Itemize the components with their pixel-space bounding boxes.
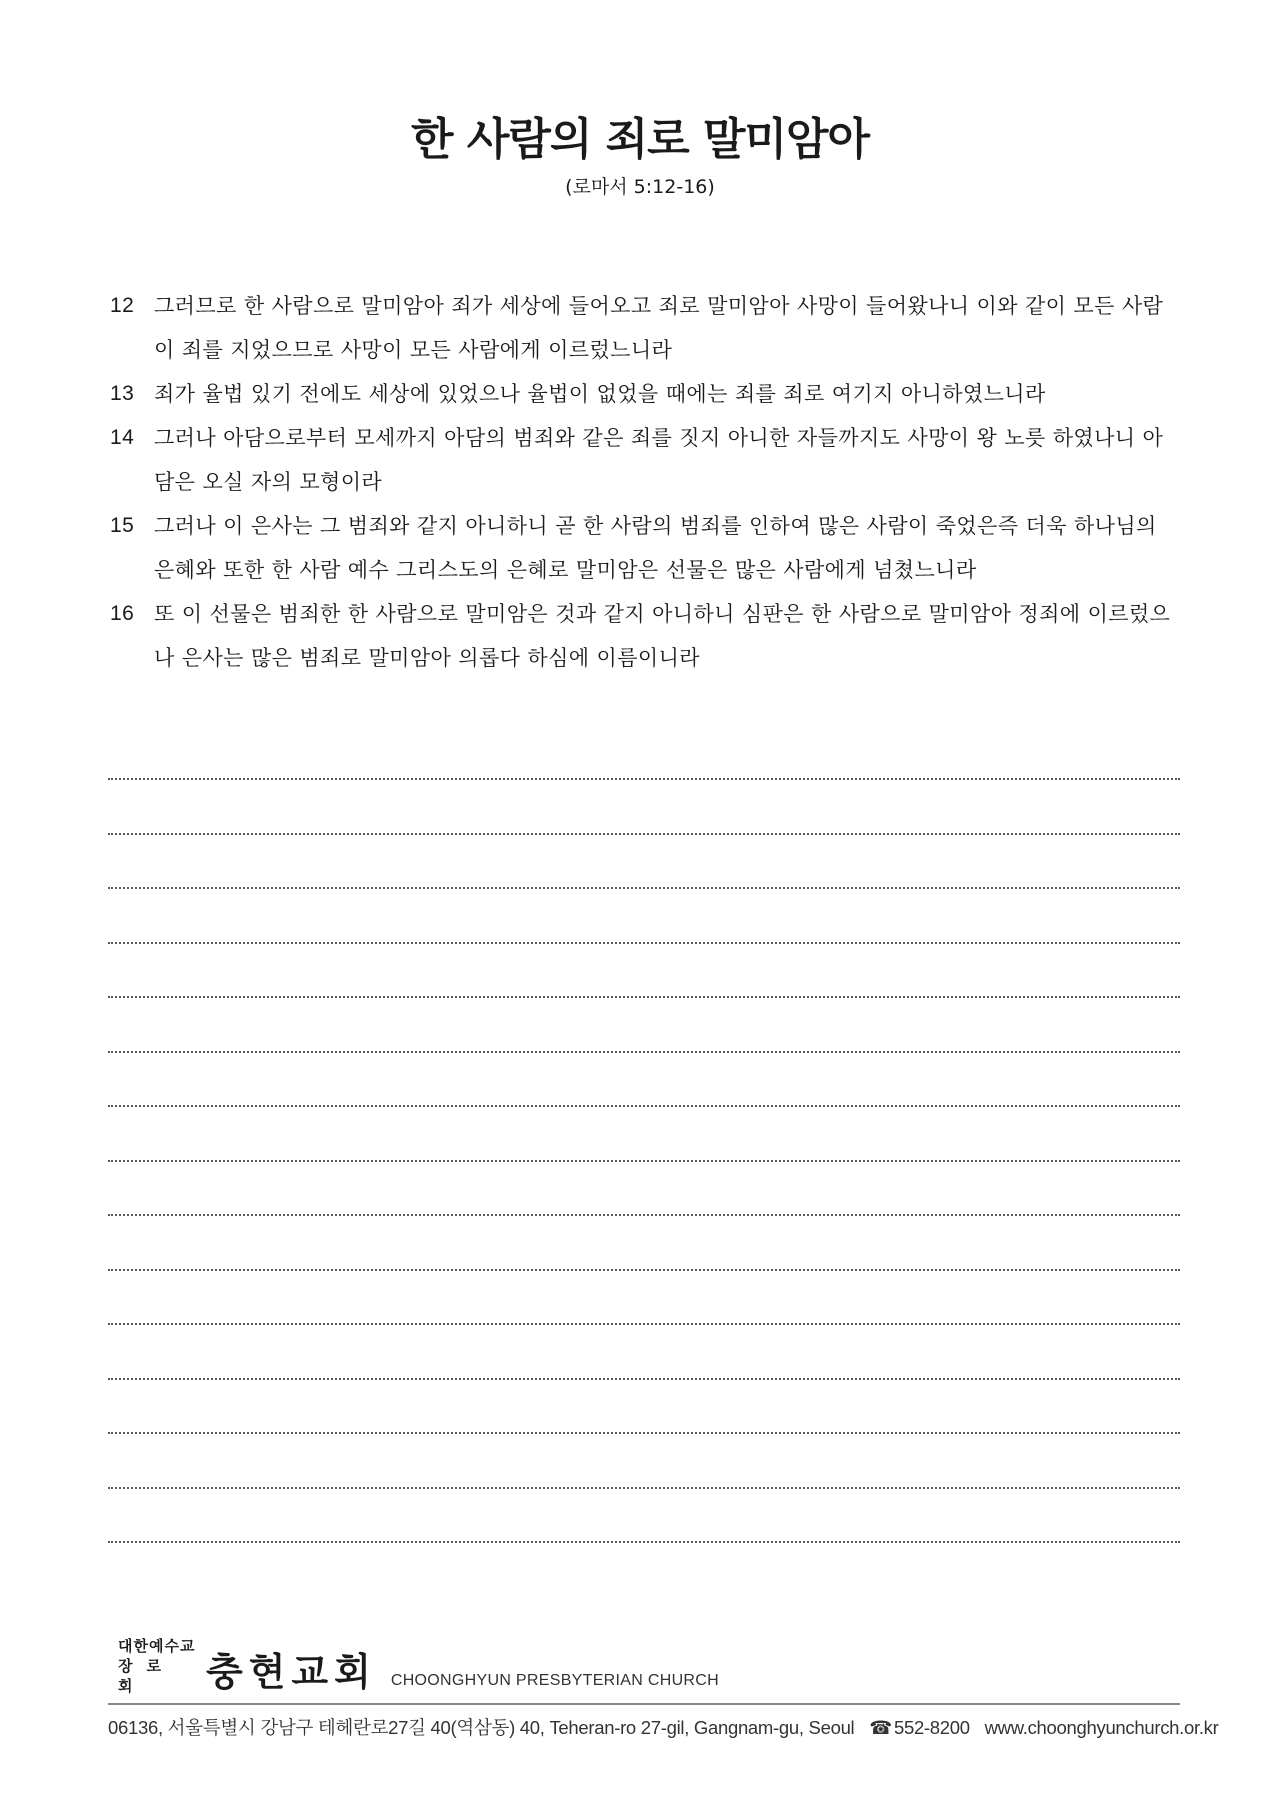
- verse-15: [110, 504, 1180, 592]
- writing-line: [108, 778, 1180, 833]
- church-name-en: CHOONGHYUN PRESBYTERIAN CHURCH: [390, 1672, 719, 1689]
- verse-16: [110, 592, 1180, 680]
- verse-number: 15: [110, 514, 135, 537]
- verse-list: [110, 284, 1180, 680]
- writing-line: [108, 1323, 1180, 1378]
- phone-number: 552-8200: [893, 1717, 970, 1738]
- scripture-reference: (로마서 5:12-16): [565, 176, 715, 198]
- writing-line: [108, 996, 1180, 1051]
- writing-line: [108, 1160, 1180, 1215]
- verse-number: 13: [110, 382, 135, 405]
- writing-line: [108, 1487, 1180, 1542]
- writing-line: [108, 942, 1180, 997]
- website-link[interactable]: www.choonghyunchurch.or.kr: [984, 1717, 1219, 1738]
- denomination-seal: [118, 1636, 198, 1696]
- writing-line: [108, 833, 1180, 888]
- phone-icon: ☎: [869, 1717, 892, 1738]
- seal-line-2: 장로회: [118, 1657, 175, 1695]
- writing-line: [108, 1214, 1180, 1269]
- verse-text: 또 이 선물은 범죄한 한 사람으로 말미암은 것과 같지 아니하니 심판은 한 사람으로 말미암아 정죄에 이르렀으나 은사는 많은 범죄로 말미암아 의롭다 하심에 이름이니라: [154, 602, 1171, 670]
- verse-text: 그러나 이 은사는 그 범죄와 같지 아니하니 곧 한 사람의 범죄를 인하여 많은 사람이 죽었은즉 더욱 하나님의 은혜와 또한 한 사람 예수 그리스도의 은혜로 말미암은 선물은 많은 사람에게 넘쳤느니라: [154, 514, 1157, 582]
- verse-12: [110, 284, 1180, 372]
- writing-line: [108, 887, 1180, 942]
- writing-line: [108, 1051, 1180, 1106]
- verse-text: 그러나 아담으로부터 모세까지 아담의 범죄와 같은 죄를 짓지 아니한 자들까지도 사망이 왕 노릇 하였나니 아담은 오실 자의 모형이라: [154, 426, 1164, 494]
- writing-line: [108, 1269, 1180, 1324]
- writing-line: [108, 1105, 1180, 1160]
- page-title: 한 사람의 죄로 말미암아: [411, 114, 869, 165]
- verse-text: 죄가 율법 있기 전에도 세상에 있었으나 율법이 없었을 때에는 죄를 죄로 여기지 아니하였느니라: [154, 382, 1046, 406]
- seal-line-1: 대한예수교: [118, 1637, 196, 1655]
- verse-number: 14: [110, 426, 135, 449]
- writing-lines: [108, 778, 1180, 1596]
- verse-13: [110, 372, 1180, 416]
- writing-line: [108, 1432, 1180, 1487]
- verse-number: 16: [110, 602, 135, 625]
- footer-contact: [108, 1714, 1219, 1740]
- writing-line: [108, 1378, 1180, 1433]
- footer-divider: [108, 1703, 1180, 1705]
- writing-line: [108, 1541, 1180, 1596]
- church-name-ko: 충현교회: [206, 1649, 377, 1694]
- address: 06136, 서울특별시 강남구 테헤란로27길 40(역삼동) 40, Teheran-ro 27-gil, Gangnam-gu, Seoul: [108, 1717, 855, 1738]
- verse-text: 그러므로 한 사람으로 말미암아 죄가 세상에 들어오고 죄로 말미암아 사망이 들어왔나니 이와 같이 모든 사람이 죄를 지었으므로 사망이 모든 사람에게 이르렀느니라: [154, 294, 1164, 362]
- verse-14: [110, 416, 1180, 504]
- church-logo: [118, 1637, 719, 1696]
- verse-number: 12: [110, 294, 135, 317]
